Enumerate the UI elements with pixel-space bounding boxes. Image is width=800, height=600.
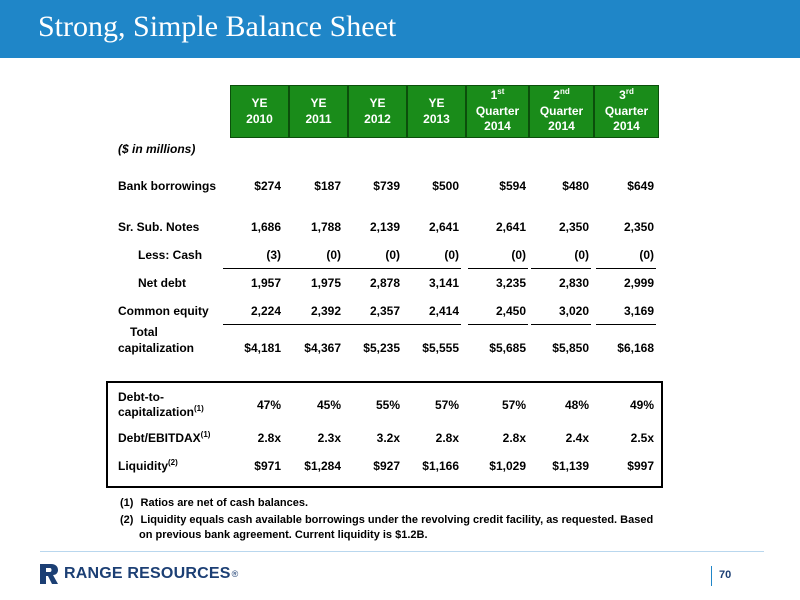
table-cell: 2,350 [558, 220, 589, 234]
table-cell: (3) [266, 248, 281, 262]
column-header [348, 85, 407, 138]
underline-rule [283, 268, 343, 269]
table-cell: $5,685 [489, 341, 526, 355]
table-cell: $187 [314, 179, 341, 193]
ratio-cell: 49% [629, 398, 654, 412]
column-header [230, 85, 289, 138]
column-header-line: 2014 [613, 119, 640, 134]
ordinal-suffix: st [497, 87, 505, 97]
ratio-footnote-ref: (1) [200, 430, 211, 439]
underline-rule [531, 324, 591, 325]
underline-rule [531, 268, 591, 269]
footnote-2 [120, 514, 653, 526]
table-cell: 3,141 [428, 276, 459, 290]
ratio-cell: 2.8x [435, 431, 459, 445]
ordinal-number: 3 [619, 88, 626, 103]
table-cell: $480 [562, 179, 589, 193]
underline-rule [596, 268, 656, 269]
ratio-cell: 57% [434, 398, 459, 412]
column-header [466, 85, 529, 138]
ratio-cell: $1,284 [304, 459, 341, 473]
table-cell: 2,414 [428, 304, 459, 318]
table-cell: (0) [444, 248, 459, 262]
table-cell: 1,975 [310, 276, 341, 290]
ratio-cell: 55% [375, 398, 400, 412]
page-number: 70 [719, 569, 732, 581]
ratio-cell: 2.8x [502, 431, 526, 445]
table-cell: 1,957 [250, 276, 281, 290]
ratio-cell: 47% [256, 398, 281, 412]
table-cell: $4,367 [304, 341, 341, 355]
table-cell: 2,999 [623, 276, 654, 290]
page-number-separator [711, 566, 712, 586]
underline-rule [401, 268, 461, 269]
ratio-cell: 57% [501, 398, 526, 412]
column-header-line: 2010 [246, 111, 273, 126]
ratio-cell: $1,166 [422, 459, 459, 473]
table-cell: 2,450 [495, 304, 526, 318]
table-cell: 2,641 [428, 220, 459, 234]
ratio-footnote-ref: (1) [194, 404, 204, 413]
range-logo-icon [40, 564, 58, 584]
ratio-cell: 2.8x [257, 431, 281, 445]
ratio-cell: 3.2x [376, 431, 400, 445]
table-cell: (0) [385, 248, 400, 262]
underline-rule [223, 324, 283, 325]
table-cell: (0) [574, 248, 589, 262]
column-header-line: Quarter [604, 103, 649, 118]
underline-rule [401, 324, 461, 325]
ratio-label-text: Liquidity [118, 459, 168, 473]
ratio-label-line1: Debt-to- [118, 390, 164, 404]
table-cell: (0) [326, 248, 341, 262]
column-header-line: Quarter [539, 103, 584, 118]
ratio-label-text: Debt/EBITDAX [118, 431, 201, 445]
column-header-ordinal [553, 88, 569, 104]
underline-rule [468, 268, 528, 269]
table-cell: 2,830 [558, 276, 589, 290]
underline-rule [342, 324, 402, 325]
column-header-lines [364, 96, 391, 127]
table-cell: 2,357 [369, 304, 400, 318]
underline-rule [223, 268, 283, 269]
column-header-line: 2011 [305, 111, 332, 126]
ratio-cell: 48% [564, 398, 589, 412]
ratio-cell: 45% [316, 398, 341, 412]
footer-rule [40, 551, 764, 552]
footnote-2-text: Liquidity equals cash available borrowings under the revolving credit facility, as requested. Based [140, 514, 654, 526]
column-header-lines [305, 96, 331, 127]
table-cell: 1,686 [250, 220, 281, 234]
units-note: ($ in millions) [118, 142, 196, 156]
table-cell: $4,181 [244, 341, 281, 355]
ratio-footnote-ref: (2) [168, 458, 178, 467]
column-header [594, 85, 659, 138]
logo-registered-mark: ® [231, 569, 239, 579]
table-cell: (0) [639, 248, 654, 262]
table-cell: $594 [499, 179, 526, 193]
footnote-2-marker: (2) [120, 514, 134, 526]
table-cell: $6,168 [617, 341, 654, 355]
column-header-lines [423, 96, 450, 127]
column-header-line: YE [428, 95, 445, 110]
ordinal-suffix: nd [559, 87, 570, 97]
column-header-line: 2012 [364, 111, 391, 126]
ratio-cell: $971 [254, 459, 281, 473]
table-cell: 3,169 [623, 304, 654, 318]
ratio-cell: $997 [627, 459, 654, 473]
column-header-ordinal [619, 88, 634, 104]
table-cell: $649 [627, 179, 654, 193]
ordinal-suffix: rd [625, 87, 634, 97]
table-cell: $5,555 [422, 341, 459, 355]
ratio-cell: $1,029 [489, 459, 526, 473]
table-cell: $5,235 [363, 341, 400, 355]
column-header-ordinal [491, 88, 505, 104]
row-label: Sr. Sub. Notes [118, 220, 200, 234]
table-cell: 2,878 [369, 276, 400, 290]
row-label-total-line1: Total [130, 325, 158, 339]
table-cell: 2,641 [495, 220, 526, 234]
column-header-lines [540, 88, 583, 135]
table-cell: 2,224 [250, 304, 281, 318]
table-cell: $500 [432, 179, 459, 193]
column-header-line: YE [251, 95, 268, 110]
table-cell: $5,850 [552, 341, 589, 355]
column-header [529, 85, 594, 138]
column-header-line: 2014 [484, 119, 511, 134]
table-cell: 2,392 [310, 304, 341, 318]
ratio-cell: 2.4x [565, 431, 589, 445]
column-header [289, 85, 348, 138]
ratio-cell: $1,139 [552, 459, 589, 473]
column-header [407, 85, 466, 138]
underline-rule [468, 324, 528, 325]
footnote-2-continuation: on previous bank agreement. Current liquidity is $1.2B. [139, 529, 428, 541]
table-cell: (0) [511, 248, 526, 262]
row-label: Net debt [138, 276, 186, 290]
ratio-cell: 2.5x [630, 431, 654, 445]
row-label: Common equity [118, 304, 209, 318]
table-cell: 2,350 [623, 220, 654, 234]
underline-rule [342, 268, 402, 269]
logo-text: RANGE RESOURCES [64, 565, 231, 582]
column-header-lines [605, 88, 648, 135]
row-label: Less: Cash [138, 248, 203, 262]
row-label: Bank borrowings [118, 179, 217, 193]
column-header-lines [246, 96, 273, 127]
column-header-line: Quarter [475, 103, 520, 118]
table-cell: $739 [373, 179, 400, 193]
table-cell: 3,235 [495, 276, 526, 290]
table-cell: 2,139 [369, 220, 400, 234]
column-header-line: 2013 [423, 111, 450, 126]
table-cell: 3,020 [558, 304, 589, 318]
footnote-1-marker: (1) [120, 497, 134, 509]
table-cell: 1,788 [310, 220, 341, 234]
column-header-line: 2014 [548, 119, 575, 134]
ratio-label-text: capitalization [118, 405, 195, 419]
row-label-total-line2: capitalization [118, 341, 195, 355]
column-header-line: YE [310, 95, 327, 110]
column-header-line: YE [369, 95, 386, 110]
underline-rule [596, 324, 656, 325]
footnote-1 [120, 497, 308, 509]
column-header-lines [476, 88, 519, 135]
underline-rule [283, 324, 343, 325]
range-resources-logo [40, 564, 238, 584]
ratios-box [106, 381, 663, 488]
ordinal-number: 1 [490, 88, 498, 103]
footnote-1-text: Ratios are net of cash balances. [140, 497, 309, 509]
slide-title: Strong, Simple Balance Sheet [38, 10, 397, 43]
ratio-cell: 2.3x [317, 431, 341, 445]
ratio-cell: $927 [373, 459, 400, 473]
ordinal-number: 2 [553, 88, 560, 103]
table-cell: $274 [254, 179, 281, 193]
